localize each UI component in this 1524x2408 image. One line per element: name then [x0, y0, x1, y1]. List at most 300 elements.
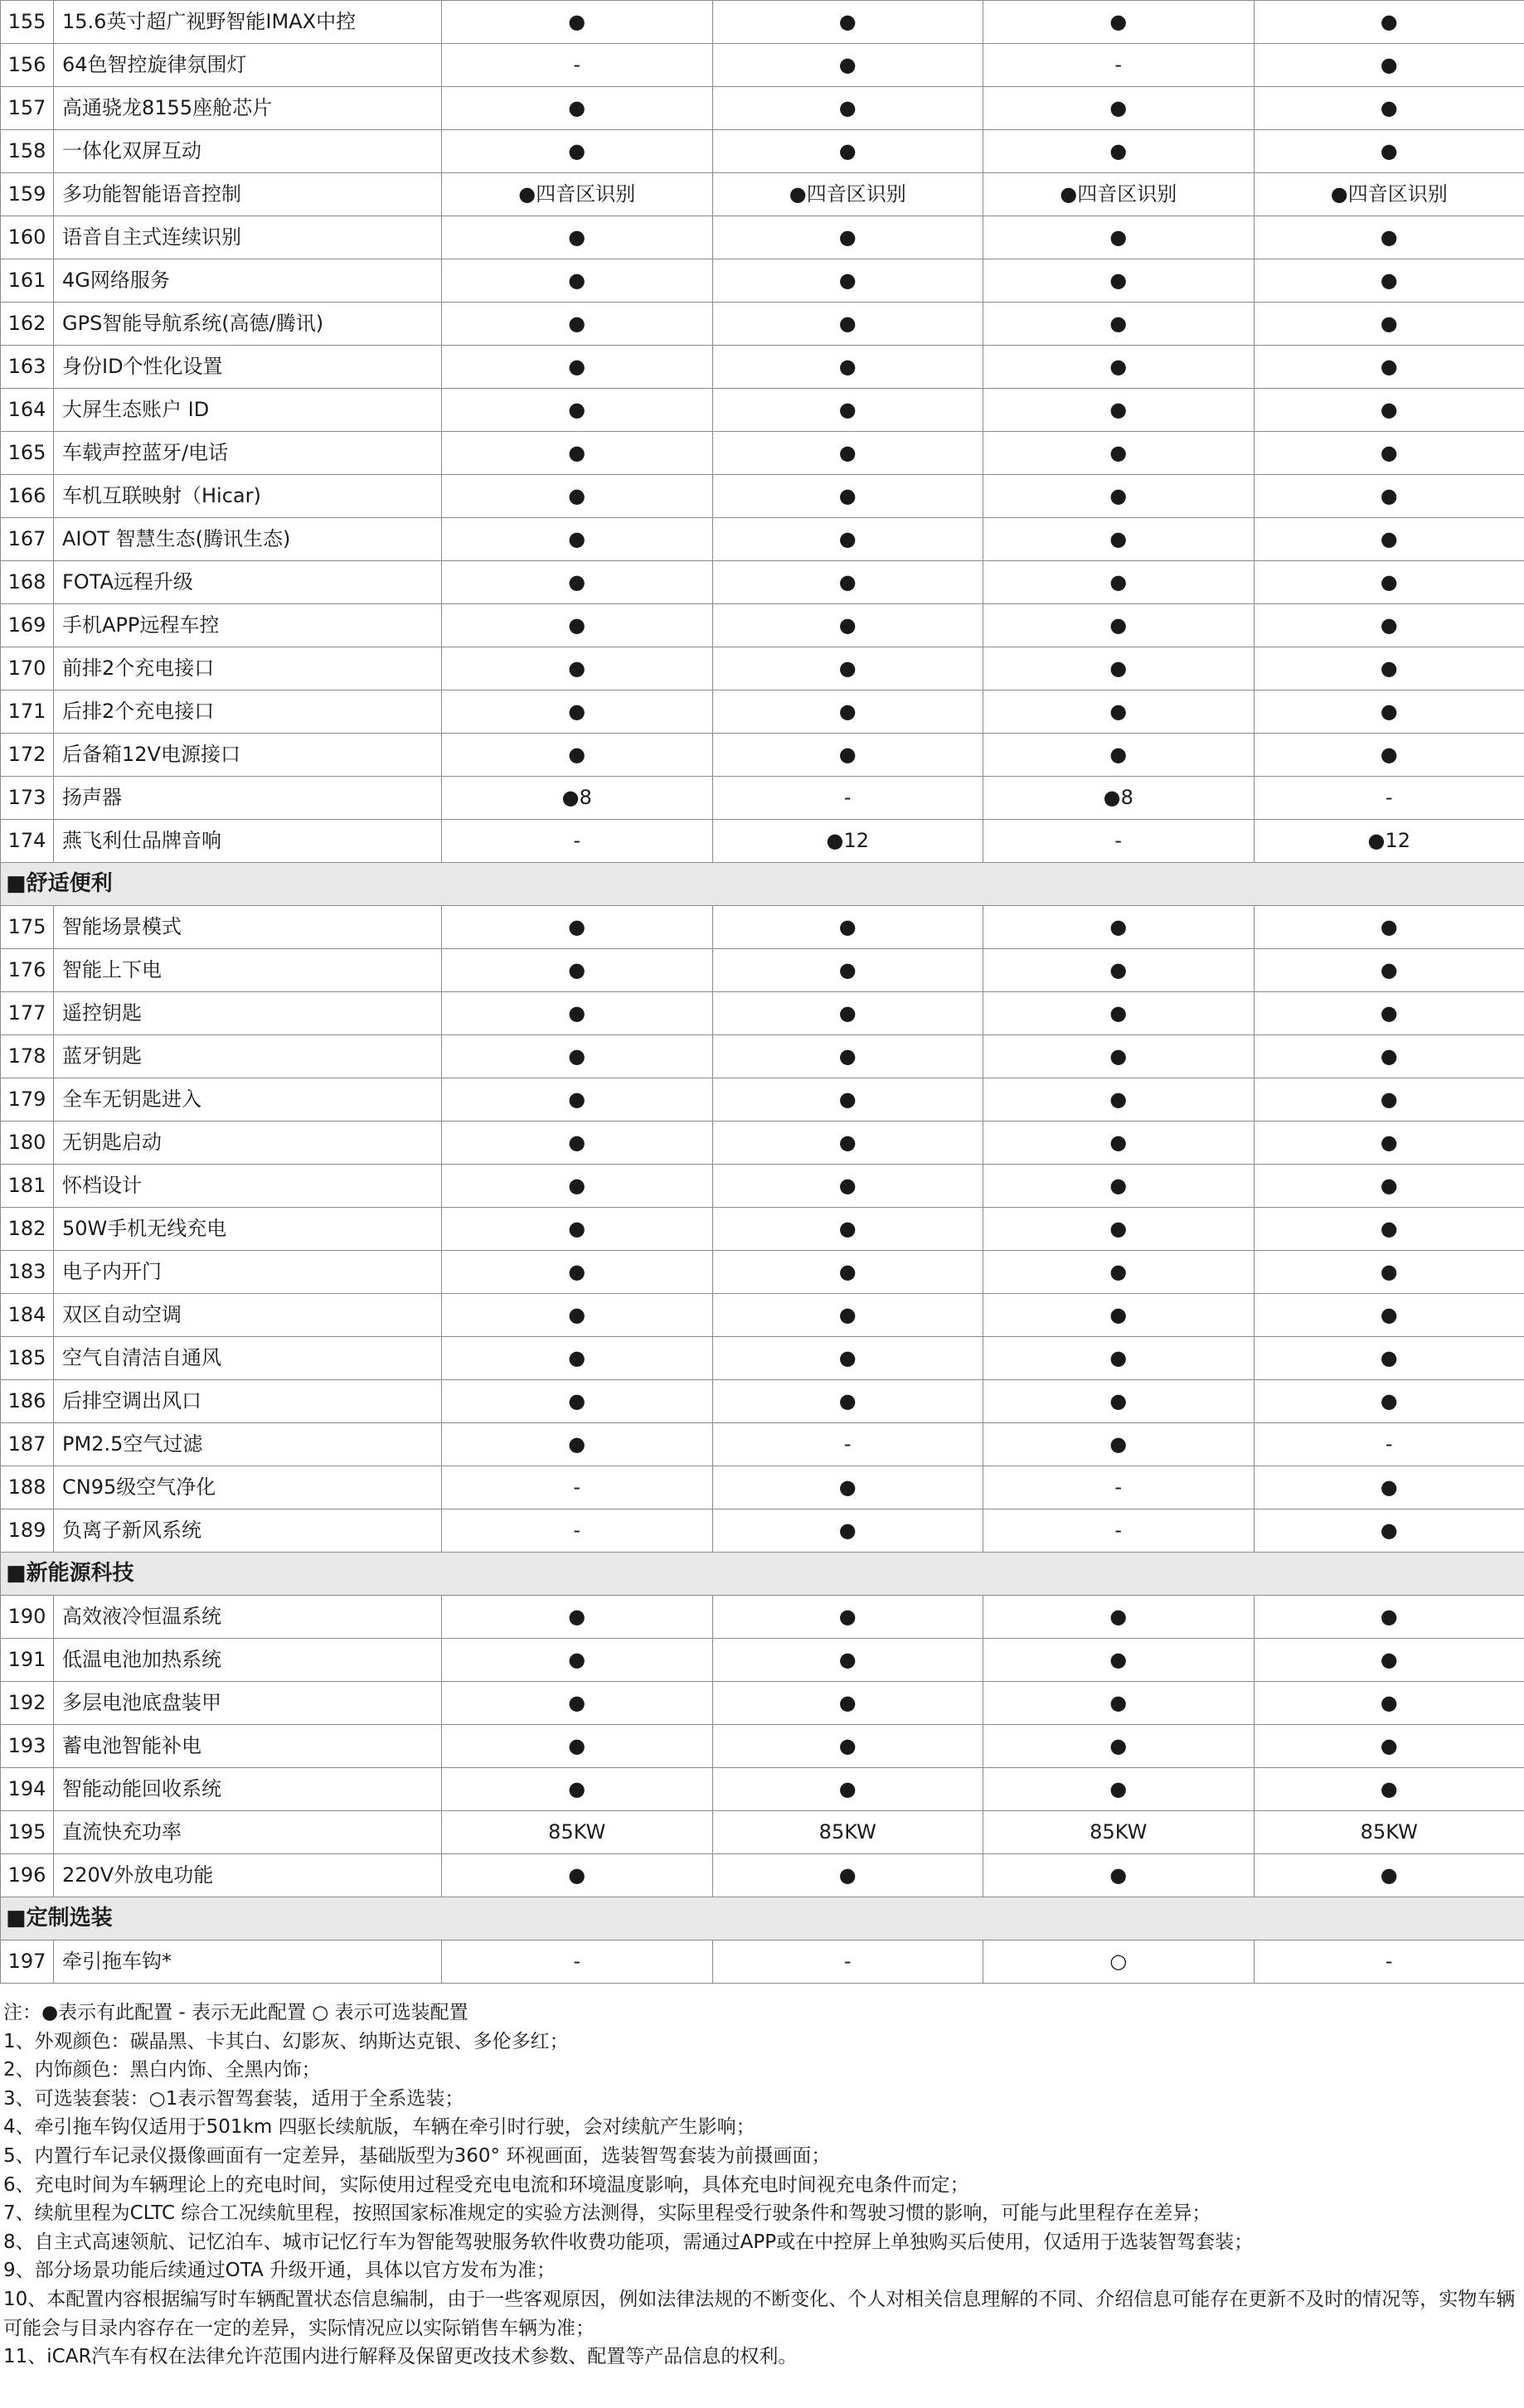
trim-1-value: - [442, 820, 713, 863]
table-row [1, 1854, 1524, 1897]
trim-3-value: ● [983, 87, 1255, 130]
trim-1-value: ● [442, 906, 713, 949]
table-row [1, 777, 1524, 820]
feature-name: 遥控钥匙 [54, 992, 442, 1035]
row-number: 174 [1, 820, 54, 863]
feature-name: 220V外放电功能 [54, 1854, 442, 1897]
trim-4-value: ● [1254, 1165, 1524, 1208]
trim-2-value: ● [712, 992, 983, 1035]
row-number: 169 [1, 604, 54, 647]
row-number: 175 [1, 906, 54, 949]
trim-3-value: ● [983, 647, 1255, 690]
row-number: 197 [1, 1940, 54, 1984]
trim-2-value: ● [712, 1208, 983, 1251]
legend-note: 注：●表示有此配置 - 表示无此配置 ○ 表示可选装配置 [3, 2002, 468, 2023]
table-row [1, 389, 1524, 432]
table-row [1, 1380, 1524, 1423]
feature-name: 大屏生态账户 ID [54, 389, 442, 432]
trim-3-value: ● [983, 906, 1255, 949]
trim-4-value: ● [1254, 1466, 1524, 1509]
trim-2-value: ● [712, 518, 983, 561]
trim-2-value: ● [712, 1078, 983, 1122]
trim-2-value: ● [712, 1165, 983, 1208]
trim-1-value: ● [442, 1, 713, 44]
table-row [1, 44, 1524, 87]
feature-name: 燕飞利仕品牌音响 [54, 820, 442, 863]
table-row [1, 1639, 1524, 1682]
trim-1-value: ● [442, 1423, 713, 1466]
feature-name: FOTA远程升级 [54, 561, 442, 604]
table-row [1, 561, 1524, 604]
table-row [1, 432, 1524, 475]
row-number: 156 [1, 44, 54, 87]
feature-name: 高通骁龙8155座舱芯片 [54, 87, 442, 130]
trim-2-value: ● [712, 604, 983, 647]
trim-3-value: ● [983, 1, 1255, 44]
trim-1-value: ● [442, 949, 713, 992]
trim-4-value: ● [1254, 518, 1524, 561]
trim-3-value: ● [983, 1294, 1255, 1337]
trim-1-value: - [442, 1466, 713, 1509]
trim-1-value: ● [442, 1682, 713, 1725]
feature-name: 身份ID个性化设置 [54, 346, 442, 389]
section-header-row [1, 863, 1524, 906]
table-row [1, 734, 1524, 777]
feature-name: 牵引拖车钩* [54, 1940, 442, 1984]
trim-1-value: ● [442, 1337, 713, 1380]
trim-3-value: - [983, 1509, 1255, 1553]
trim-3-value: ● [983, 1208, 1255, 1251]
trim-4-value: ● [1254, 1035, 1524, 1078]
trim-3-value: - [983, 44, 1255, 87]
trim-4-value: ● [1254, 992, 1524, 1035]
trim-2-value: ● [712, 1251, 983, 1294]
trim-3-value: ○ [983, 1940, 1255, 1984]
row-number: 182 [1, 1208, 54, 1251]
trim-2-value: ● [712, 346, 983, 389]
trim-3-value: ● [983, 1596, 1255, 1639]
footnote-item: 9、部分场景功能后续通过OTA 升级开通，具体以官方发布为准； [3, 2260, 556, 2282]
trim-1-value: ● [442, 475, 713, 518]
trim-4-value: ● [1254, 1509, 1524, 1553]
table-row [1, 303, 1524, 346]
footnote-item: 8、自主式高速领航、记忆泊车、城市记忆行车为智能驾驶服务软件收费功能项，需通过APP或在中控屏上单独购买后使用，仅适用于选装智驾套装； [3, 2231, 1254, 2253]
footnote-item: 3、可选装套装：○1表示智驾套装，适用于全系选装； [3, 2087, 464, 2110]
trim-1-value: ● [442, 604, 713, 647]
trim-4-value: ● [1254, 303, 1524, 346]
row-number: 176 [1, 949, 54, 992]
trim-2-value: ● [712, 1725, 983, 1768]
row-number: 165 [1, 432, 54, 475]
row-number: 184 [1, 1294, 54, 1337]
feature-name: 15.6英寸超广视野智能IMAX中控 [54, 1, 442, 44]
footnote-item: 2、内饰颜色：黑白内饰、全黑内饰； [3, 2059, 321, 2081]
trim-2-value: ● [712, 1294, 983, 1337]
row-number: 179 [1, 1078, 54, 1122]
trim-4-value: ●四音区识别 [1254, 173, 1524, 216]
trim-4-value: ● [1254, 561, 1524, 604]
row-number: 192 [1, 1682, 54, 1725]
trim-2-value: ● [712, 647, 983, 690]
trim-1-value: ● [442, 992, 713, 1035]
trim-1-value: ● [442, 87, 713, 130]
trim-3-value: ● [983, 1078, 1255, 1122]
row-number: 190 [1, 1596, 54, 1639]
table-row [1, 1509, 1524, 1553]
feature-name: PM2.5空气过滤 [54, 1423, 442, 1466]
row-number: 162 [1, 303, 54, 346]
feature-name: 后备箱12V电源接口 [54, 734, 442, 777]
trim-3-value: ● [983, 1682, 1255, 1725]
trim-4-value: ● [1254, 949, 1524, 992]
trim-3-value: ● [983, 130, 1255, 173]
trim-2-value: ● [712, 475, 983, 518]
table-row [1, 1165, 1524, 1208]
row-number: 157 [1, 87, 54, 130]
trim-1-value: ● [442, 1165, 713, 1208]
table-row [1, 1078, 1524, 1122]
row-number: 183 [1, 1251, 54, 1294]
trim-1-value: ● [442, 259, 713, 303]
trim-2-value: ● [712, 1854, 983, 1897]
trim-4-value: ● [1254, 734, 1524, 777]
trim-3-value: ● [983, 1122, 1255, 1165]
trim-1-value: ● [442, 734, 713, 777]
trim-2-value: 85KW [712, 1811, 983, 1854]
trim-2-value: ● [712, 303, 983, 346]
trim-3-value: ● [983, 1639, 1255, 1682]
table-row [1, 1337, 1524, 1380]
trim-3-value: ●四音区识别 [983, 173, 1255, 216]
trim-4-value: ● [1254, 259, 1524, 303]
trim-1-value: - [442, 1940, 713, 1984]
feature-name: 蓝牙钥匙 [54, 1035, 442, 1078]
trim-3-value: ● [983, 475, 1255, 518]
trim-2-value: ● [712, 130, 983, 173]
footnotes [0, 1984, 1524, 2372]
feature-name: 语音自主式连续识别 [54, 216, 442, 259]
table-row [1, 1940, 1524, 1984]
table-row [1, 518, 1524, 561]
table-row [1, 690, 1524, 734]
footnote-item: 10、本配置内容根据编写时车辆配置状态信息编制，由于一些客观原因，例如法律法规的不断变化、个人对相关信息理解的不同、介绍信息可能存在更新不及时的情况等，实物车辆可能会与目录内容存在一定的差异，实际情况应以实际销售车辆为准； [3, 2288, 1516, 2339]
trim-2-value: ● [712, 1122, 983, 1165]
trim-1-value: ● [442, 1596, 713, 1639]
feature-name: 低温电池加热系统 [54, 1639, 442, 1682]
row-number: 187 [1, 1423, 54, 1466]
feature-name: 车机互联映射（Hicar) [54, 475, 442, 518]
trim-4-value: ● [1254, 475, 1524, 518]
trim-3-value: ● [983, 518, 1255, 561]
feature-name: 一体化双屏互动 [54, 130, 442, 173]
trim-2-value: ● [712, 561, 983, 604]
feature-name: 50W手机无线充电 [54, 1208, 442, 1251]
trim-4-value: ● [1254, 1768, 1524, 1811]
trim-1-value: - [442, 44, 713, 87]
trim-4-value: ● [1254, 1725, 1524, 1768]
row-number: 186 [1, 1380, 54, 1423]
trim-4-value: ● [1254, 1854, 1524, 1897]
section-title: ■新能源科技 [1, 1553, 1524, 1596]
trim-4-value: ● [1254, 604, 1524, 647]
feature-name: 后排空调出风口 [54, 1380, 442, 1423]
trim-1-value: ● [442, 346, 713, 389]
trim-1-value: ● [442, 518, 713, 561]
feature-name: 双区自动空调 [54, 1294, 442, 1337]
trim-1-value: ● [442, 647, 713, 690]
trim-2-value: - [712, 1423, 983, 1466]
table-row [1, 87, 1524, 130]
trim-4-value: ● [1254, 130, 1524, 173]
trim-4-value: ● [1254, 1208, 1524, 1251]
table-row [1, 346, 1524, 389]
trim-3-value: - [983, 1466, 1255, 1509]
trim-3-value: ● [983, 561, 1255, 604]
trim-2-value: ● [712, 259, 983, 303]
table-row [1, 1725, 1524, 1768]
trim-2-value: ● [712, 1380, 983, 1423]
spec-table-body [1, 1, 1524, 1984]
feature-name: 64色智控旋律氛围灯 [54, 44, 442, 87]
trim-1-value: ● [442, 1078, 713, 1122]
trim-4-value: - [1254, 1423, 1524, 1466]
trim-1-value: ● [442, 389, 713, 432]
trim-1-value: ●8 [442, 777, 713, 820]
table-row [1, 216, 1524, 259]
footnote-item: 6、充电时间为车辆理论上的充电时间，实际使用过程受充电电流和环境温度影响，具体充电时间视充电条件而定； [3, 2173, 969, 2196]
trim-3-value: ● [983, 604, 1255, 647]
trim-2-value: ● [712, 1596, 983, 1639]
section-title: ■舒适便利 [1, 863, 1524, 906]
trim-1-value: ● [442, 216, 713, 259]
trim-1-value: ● [442, 1768, 713, 1811]
row-number: 167 [1, 518, 54, 561]
trim-1-value: ● [442, 1380, 713, 1423]
trim-1-value: ● [442, 1639, 713, 1682]
row-number: 194 [1, 1768, 54, 1811]
trim-4-value: ●12 [1254, 820, 1524, 863]
row-number: 180 [1, 1122, 54, 1165]
row-number: 196 [1, 1854, 54, 1897]
trim-3-value: - [983, 820, 1255, 863]
feature-name: 4G网络服务 [54, 259, 442, 303]
trim-2-value: ● [712, 216, 983, 259]
table-row [1, 1035, 1524, 1078]
row-number: 168 [1, 561, 54, 604]
feature-name: 智能场景模式 [54, 906, 442, 949]
table-row [1, 130, 1524, 173]
table-row [1, 259, 1524, 303]
trim-1-value: ● [442, 432, 713, 475]
trim-3-value: ● [983, 1423, 1255, 1466]
feature-name: AIOT 智慧生态(腾讯生态) [54, 518, 442, 561]
trim-3-value: ● [983, 389, 1255, 432]
trim-3-value: ● [983, 992, 1255, 1035]
trim-2-value: ● [712, 87, 983, 130]
row-number: 164 [1, 389, 54, 432]
trim-2-value: - [712, 777, 983, 820]
feature-name: 电子内开门 [54, 1251, 442, 1294]
feature-name: 多功能智能语音控制 [54, 173, 442, 216]
table-row [1, 1, 1524, 44]
trim-1-value: ● [442, 1208, 713, 1251]
trim-1-value: ● [442, 1035, 713, 1078]
trim-2-value: - [712, 1940, 983, 1984]
feature-name: 多层电池底盘装甲 [54, 1682, 442, 1725]
feature-name: 智能上下电 [54, 949, 442, 992]
trim-4-value: ● [1254, 1682, 1524, 1725]
trim-4-value: ● [1254, 1251, 1524, 1294]
feature-name: 高效液冷恒温系统 [54, 1596, 442, 1639]
row-number: 161 [1, 259, 54, 303]
row-number: 195 [1, 1811, 54, 1854]
trim-1-value: ● [442, 1725, 713, 1768]
trim-1-value: ● [442, 303, 713, 346]
feature-name: 手机APP远程车控 [54, 604, 442, 647]
table-row [1, 173, 1524, 216]
trim-4-value: ● [1254, 906, 1524, 949]
trim-4-value: - [1254, 1940, 1524, 1984]
section-header-row [1, 1553, 1524, 1596]
trim-3-value: ● [983, 1380, 1255, 1423]
trim-4-value: ● [1254, 1639, 1524, 1682]
row-number: 193 [1, 1725, 54, 1768]
table-row [1, 1682, 1524, 1725]
trim-1-value: ● [442, 130, 713, 173]
table-row [1, 1423, 1524, 1466]
trim-3-value: ● [983, 216, 1255, 259]
row-number: 188 [1, 1466, 54, 1509]
trim-1-value: - [442, 1509, 713, 1553]
row-number: 191 [1, 1639, 54, 1682]
trim-3-value: 85KW [983, 1811, 1255, 1854]
trim-4-value: ● [1254, 44, 1524, 87]
feature-name: 直流快充功率 [54, 1811, 442, 1854]
feature-name: 全车无钥匙进入 [54, 1078, 442, 1122]
section-header-row [1, 1897, 1524, 1940]
trim-4-value: ● [1254, 690, 1524, 734]
trim-3-value: ● [983, 734, 1255, 777]
trim-2-value: ● [712, 906, 983, 949]
trim-3-value: ● [983, 432, 1255, 475]
trim-2-value: ●四音区识别 [712, 173, 983, 216]
trim-3-value: ● [983, 690, 1255, 734]
trim-3-value: ● [983, 303, 1255, 346]
trim-2-value: ● [712, 432, 983, 475]
trim-2-value: ● [712, 1337, 983, 1380]
footnote-item: 1、外观颜色：碳晶黑、卡其白、幻影灰、纳斯达克银、多伦多红； [3, 2030, 569, 2052]
row-number: 159 [1, 173, 54, 216]
feature-name: 智能动能回收系统 [54, 1768, 442, 1811]
trim-3-value: ● [983, 346, 1255, 389]
trim-4-value: ● [1254, 1380, 1524, 1423]
table-row [1, 1294, 1524, 1337]
trim-2-value: ● [712, 690, 983, 734]
table-row [1, 1208, 1524, 1251]
row-number: 172 [1, 734, 54, 777]
row-number: 170 [1, 647, 54, 690]
trim-4-value: ● [1254, 346, 1524, 389]
trim-2-value: ●12 [712, 820, 983, 863]
feature-name: 无钥匙启动 [54, 1122, 442, 1165]
table-row [1, 992, 1524, 1035]
trim-3-value: ● [983, 1854, 1255, 1897]
table-row [1, 604, 1524, 647]
trim-2-value: ● [712, 1509, 983, 1553]
trim-4-value: 85KW [1254, 1811, 1524, 1854]
trim-3-value: ● [983, 1165, 1255, 1208]
row-number: 181 [1, 1165, 54, 1208]
table-row [1, 906, 1524, 949]
trim-1-value: ●四音区识别 [442, 173, 713, 216]
trim-2-value: ● [712, 44, 983, 87]
table-row [1, 949, 1524, 992]
trim-4-value: ● [1254, 389, 1524, 432]
row-number: 158 [1, 130, 54, 173]
feature-name: 空气自清洁自通风 [54, 1337, 442, 1380]
feature-name: 后排2个充电接口 [54, 690, 442, 734]
trim-1-value: ● [442, 690, 713, 734]
row-number: 178 [1, 1035, 54, 1078]
trim-1-value: ● [442, 1854, 713, 1897]
row-number: 160 [1, 216, 54, 259]
footnote-item: 11、iCAR汽车有权在法律允许范围内进行解释及保留更改技术参数、配置等产品信息的权利。 [3, 2346, 798, 2368]
trim-3-value: ● [983, 1035, 1255, 1078]
row-number: 155 [1, 1, 54, 44]
trim-2-value: ● [712, 1639, 983, 1682]
trim-1-value: ● [442, 1294, 713, 1337]
table-row [1, 1251, 1524, 1294]
row-number: 163 [1, 346, 54, 389]
row-number: 173 [1, 777, 54, 820]
feature-name: 前排2个充电接口 [54, 647, 442, 690]
table-row [1, 1122, 1524, 1165]
trim-1-value: 85KW [442, 1811, 713, 1854]
row-number: 177 [1, 992, 54, 1035]
table-row [1, 1768, 1524, 1811]
trim-4-value: ● [1254, 432, 1524, 475]
trim-1-value: ● [442, 1122, 713, 1165]
trim-4-value: ● [1254, 216, 1524, 259]
trim-4-value: ● [1254, 647, 1524, 690]
trim-3-value: ● [983, 259, 1255, 303]
trim-2-value: ● [712, 1, 983, 44]
footnote-item: 5、内置行车记录仪摄像画面有一定差异，基础版型为360° 环视画面，选装智驾套装为前摄画面； [3, 2144, 831, 2167]
footnote-item: 7、续航里程为CLTC 综合工况续航里程，按照国家标准规定的实验方法测得，实际里程受行驶条件和驾驶习惯的影响，可能与此里程存在差异； [3, 2202, 1211, 2225]
trim-4-value: ● [1254, 1078, 1524, 1122]
row-number: 166 [1, 475, 54, 518]
trim-4-value: ● [1254, 87, 1524, 130]
row-number: 185 [1, 1337, 54, 1380]
trim-4-value: ● [1254, 1596, 1524, 1639]
row-number: 171 [1, 690, 54, 734]
trim-3-value: ● [983, 1725, 1255, 1768]
table-row [1, 647, 1524, 690]
table-row [1, 475, 1524, 518]
feature-name: 怀档设计 [54, 1165, 442, 1208]
feature-name: 车载声控蓝牙/电话 [54, 432, 442, 475]
table-row [1, 820, 1524, 863]
feature-name: GPS智能导航系统(高德/腾讯) [54, 303, 442, 346]
trim-2-value: ● [712, 389, 983, 432]
trim-4-value: ● [1254, 1294, 1524, 1337]
trim-1-value: ● [442, 561, 713, 604]
footnote-item: 4、牵引拖车钩仅适用于501km 四驱长续航版，车辆在牵引时行驶，会对续航产生影响； [3, 2116, 755, 2139]
section-title: ■定制选装 [1, 1897, 1524, 1940]
trim-4-value: ● [1254, 1122, 1524, 1165]
trim-3-value: ● [983, 1768, 1255, 1811]
trim-3-value: ● [983, 1337, 1255, 1380]
